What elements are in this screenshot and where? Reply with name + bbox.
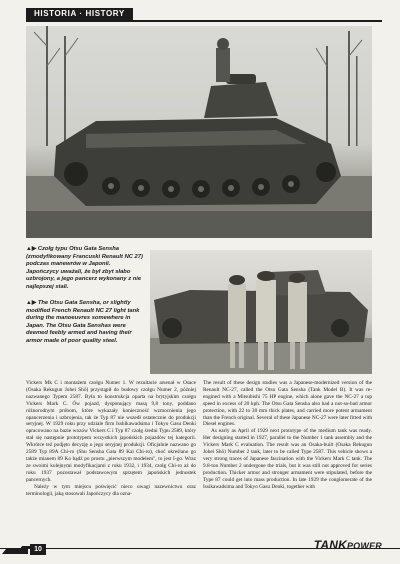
- body-polish-paragraph: Należy w tym miejscu poświęcić nieco uwagi nazewnictwu oraz terminologii, jaką stosowali Japończycy dla ozna-: [26, 483, 196, 497]
- photo-tank-crew-image: [150, 250, 372, 374]
- photo-tank-manoeuvres-image: [26, 26, 372, 238]
- body-text-polish: [26, 380, 196, 497]
- header-rule: [26, 20, 382, 22]
- caption-polish: [26, 246, 144, 292]
- page-number: 10: [30, 544, 46, 555]
- body-english-paragraph: The result of these design studies was a Japanese-modernized version of the Renault NC-27, called the Otsu Gata Sensha (Tank Model B). It was re-engined with a Mitsubishi 75 HP engine, which alone gave the NC-27 a top speed in excess of 20 kph. The Otsu Gata Sensha also had a not-so-bad armor protection, with 22 to 30 mm thick plates, and carried more potent armament than the French original. Several of these Japanese NC-27 were later fitted with Diesel engines.: [203, 380, 372, 428]
- brand-main: TANK: [313, 538, 347, 552]
- photo-tank-manoeuvres: [26, 26, 372, 238]
- caption-polish-arrows: ▲▶: [26, 246, 37, 252]
- photo-tank-crew: [150, 250, 372, 374]
- caption-english-arrows: ▲▶: [26, 300, 37, 306]
- body-polish-paragraph: Vickers Mk C i montażem czołgu Numer 1. W rezultacie arsenał w Osace (Osaka Rekugun Johei Shō) przystąpił do budowy czołgu Numer 2, później nazwanego Typem 2587. Była to konstrukcja oparta na brytyjskim czołgu Vickers Mark C. Ów pojazd, dysponujący masą 9,8 tony, poddano różnorodnym próbom, które wykazały konieczność wzmocnienia jego opancerzenia i uzbrojenia, tak że Typ 87 nie wszedł ostatecznie do produkcji seryjnej. W 1929 roku przy udziale firm Isshikawadsima i Tokyo Gasu Denki opracowano na bazie wozów Vickers C i Typ 87 czołg średni Typu 2589, który stał się następnie prototypem wszystkich japońskich pojazdów tej kategorii. Wkrótce też podjęto decyzję o jego seryjnej produkcji. Oficjalnie nazwano go 2589 Typ 89A Chi-ro (Shu Sensha Gata 89 Kai Chi-ro), choć określano go także mianem 89 Ko bądź po prostu „pierwszym modelem", to jest I-go. Wraz ze swoimi kolejnymi modyfikacjami z roku 1932, i 1934, czołg Chi-ro aż do roku 1937 pozostawał podstawowym sprzętem japońskich jednostek pancernych.: [26, 380, 196, 483]
- caption-polish-text: Czołg typu Otsu Gata Sensha (zmodyfikowany Francuski Renault NC 27) podczas manewrów w Japonii. Japończycy uważali, że był zbyt słabo uzbrojony, a jego pancerz wykonany z nie najlepszej stali.: [26, 246, 143, 290]
- caption-english: [26, 300, 144, 346]
- caption-english-text: The Otsu Gata Sensha, or slightly modified French Renault NC 27 light tank during the manoeuvres somewhere in Japan. The Otsu Gata Senshas were deemed feebly armed and having their armor made of poor quality steel.: [26, 300, 140, 344]
- body-english-paragraph: As early as April of 1929 next prototype of the medium tank was ready. Her designing started in 1927, parallel to the Number 1 tank assembly and the Vickers Mark C evaluation. The result was an Osaka-built (Osaka Rekugun Johei Shō) Number 2 tank, later to be called Type 2587. This vehicle shows a very strong traces of Japanese fascination with the Vickers Mark C tank. The 9.8-ton Number 2 undergone the trials, but it was still not approved for series production. Thicker armor and stronger armament were stipulated, before the Type 87 could get into mass production. In late 1929 the conglomerate of the Issikawadsima and Tokyo Gasu Denki, together with: [203, 428, 372, 490]
- section-header: HISTORIA · HISTORY: [26, 8, 133, 20]
- body-text-english: [203, 380, 372, 491]
- brand-sub: POWER: [346, 541, 382, 551]
- magazine-brand-logo: [314, 538, 382, 552]
